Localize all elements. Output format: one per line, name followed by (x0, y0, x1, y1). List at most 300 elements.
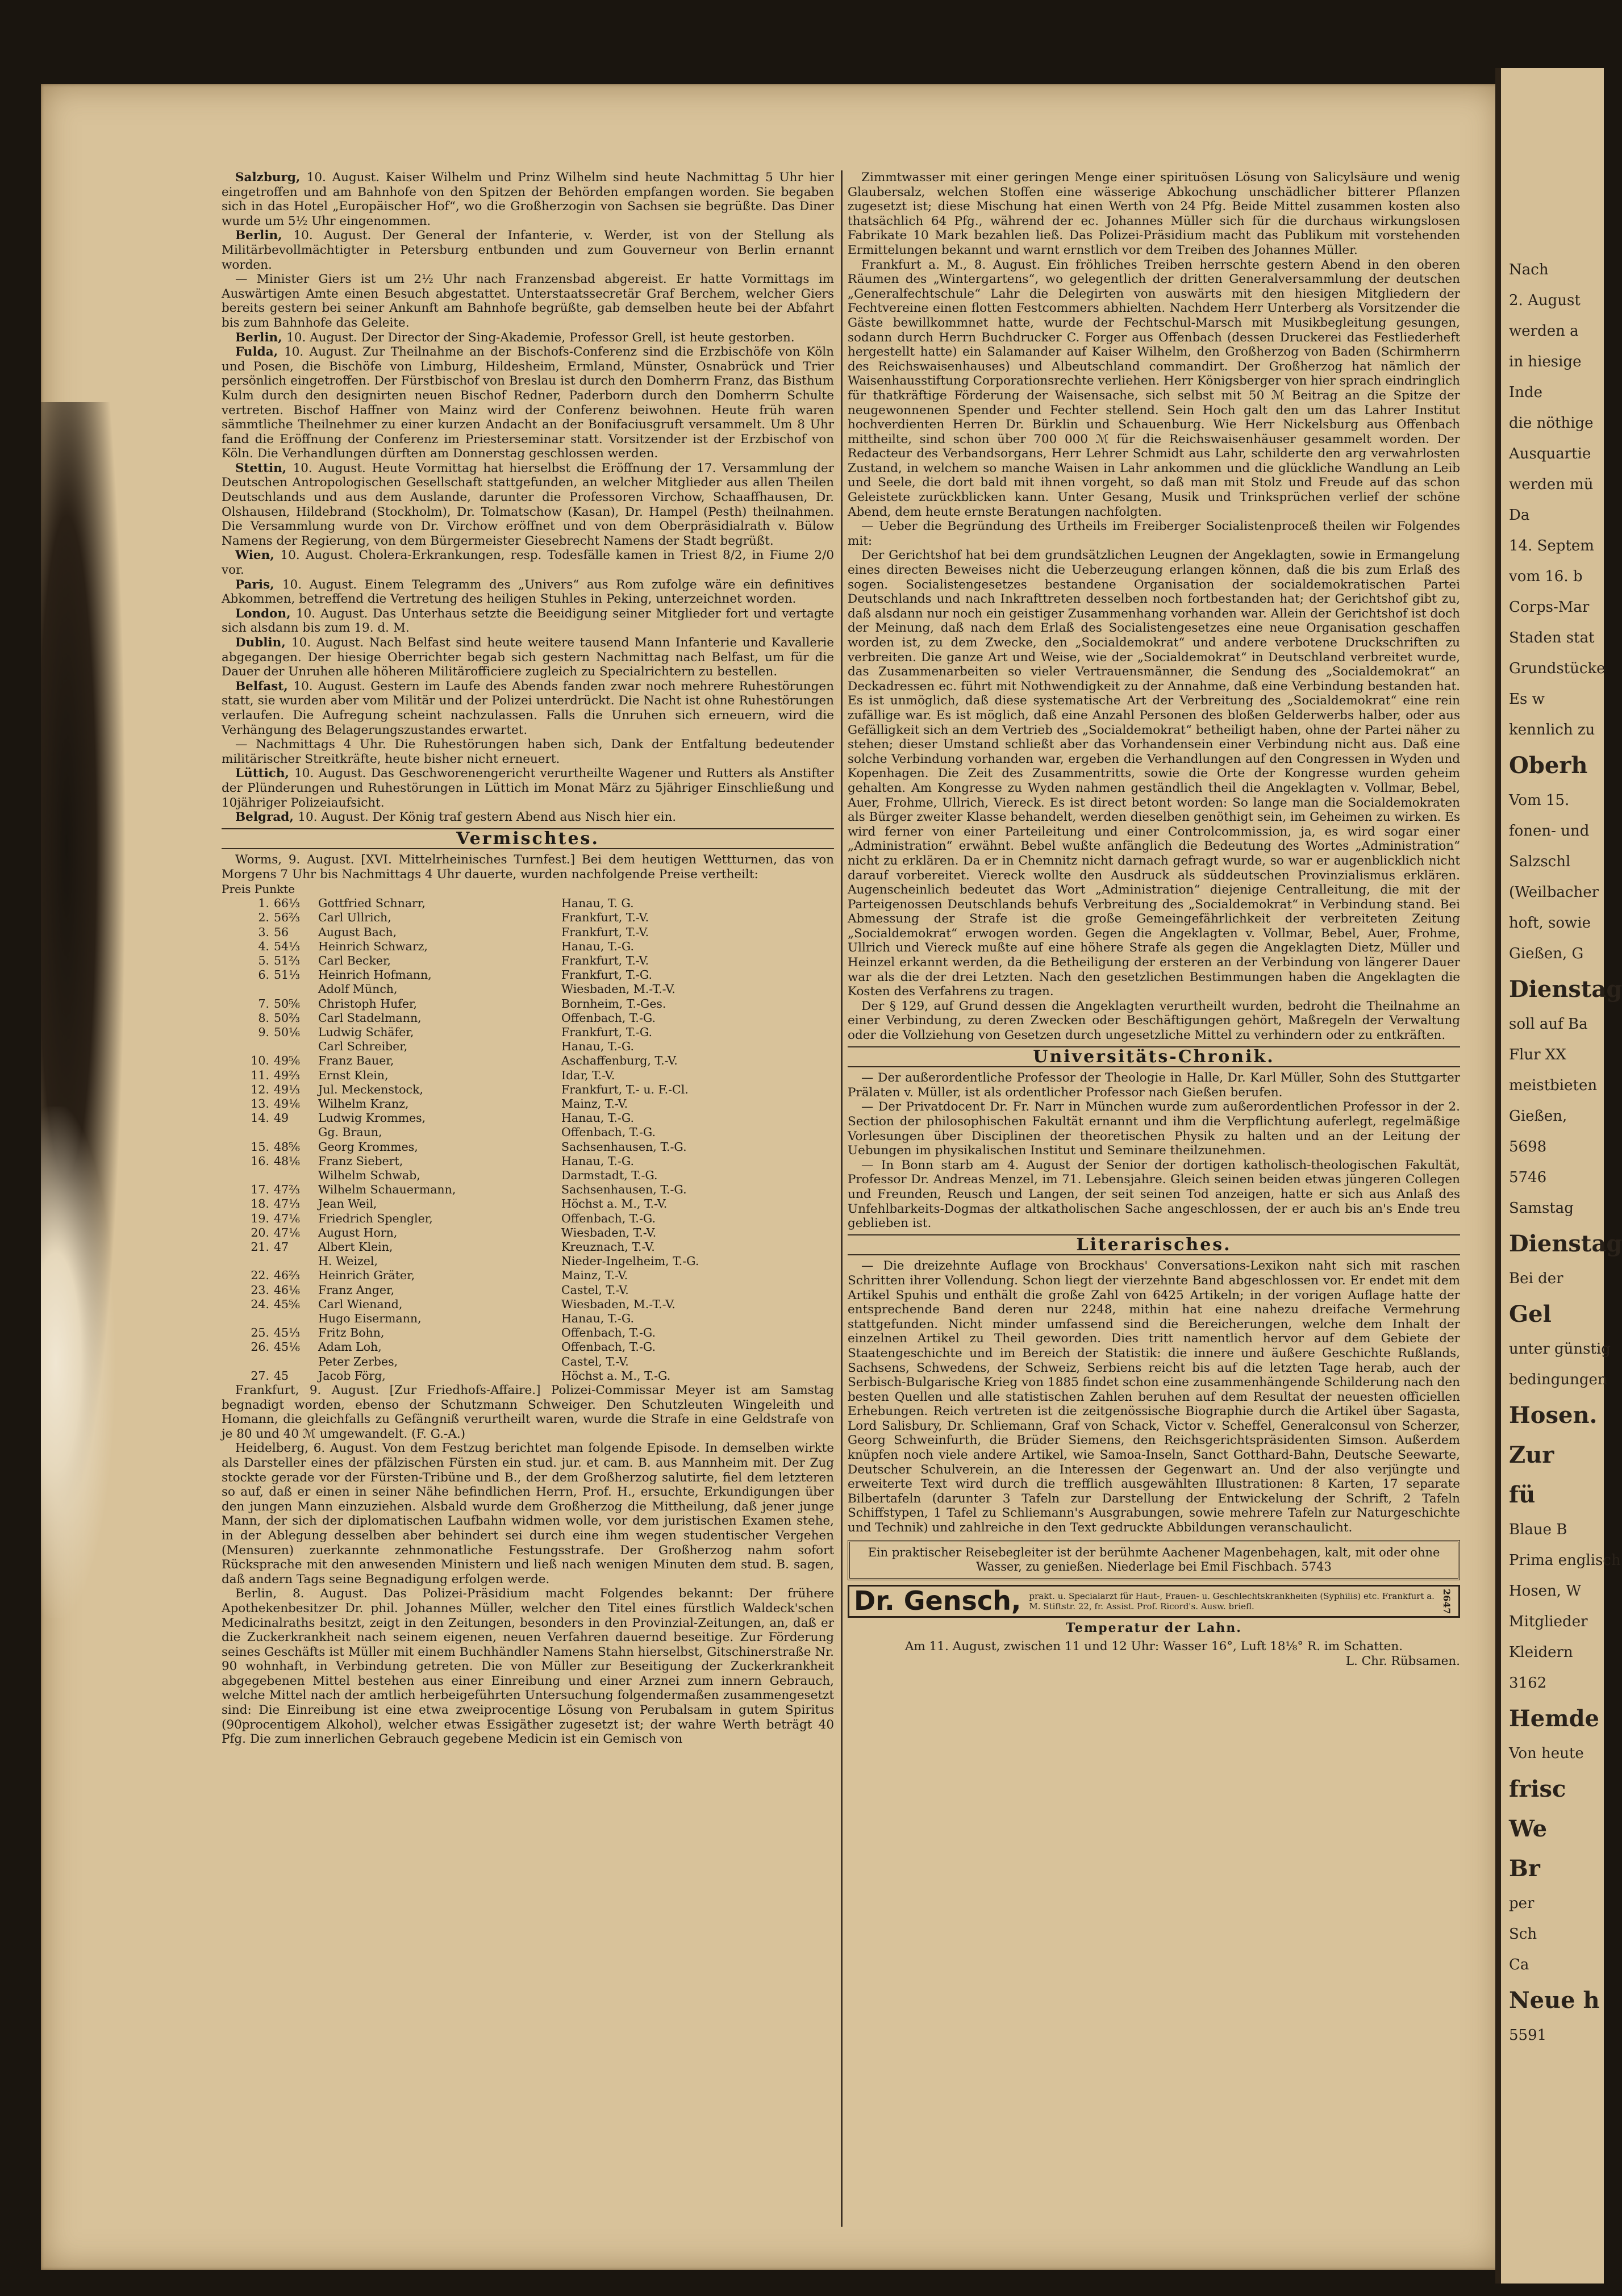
adjacent-page-fragment: Ca (1509, 1956, 1529, 1973)
prize-name: Carl Stadelmann, (318, 1011, 422, 1025)
prize-name: Adam Loh, (318, 1340, 382, 1354)
article-paragraph: Frankfurt, 9. August. [Zur Friedhofs-Affaire.] Polizei-Commissar Meyer ist am Samstag begnadigt worden, ebenso der Schutzmann Schweiger. Den Schutzleuten Wingeleith und Homann, die gleichfalls zu Gefängniß verurtheilt waren, wurde die Strafe in eine Geldstrafe von je 80 und 40 ℳ umgewandelt. (F. G.-A.) (222, 1383, 834, 1441)
torn-paper-damage-light (41, 1107, 115, 1618)
adjacent-page-fragment: Kleidern (1509, 1644, 1573, 1661)
prize-row (222, 1068, 834, 1083)
prize-name: Carl Ullrich, (318, 911, 391, 925)
prize-rank: 17. (251, 1183, 269, 1197)
prize-name: Wilhelm Kranz, (318, 1096, 409, 1111)
prize-points: 45⅙ (274, 1340, 300, 1354)
adjacent-page-fragment: Dienstag (1509, 1230, 1622, 1257)
prize-name: Adolf Münch, (318, 982, 398, 996)
prize-points: 45⅚ (274, 1297, 300, 1311)
news-text: 10. August. Der König traf gestern Abend aus Nisch hier ein. (298, 810, 677, 825)
news-item (222, 810, 834, 825)
news-text: 10. August. Heute Vormittag hat hierselbst die Eröffnung der 17. Versammlung der Deutschen Antropologischen Gesellschaft stattgefunden, an welcher Mitglieder aus allen Theilen Deutschlands und aus dem Auslande, darunter die Professoren Virchow, Schaaffhausen, Dr. Olshausen, Hildebrand (Stockholm), Dr. Tolmatschow (Kasan), Dr. Hampel (Pesth) theilnahmen. Die Versammlung wurde von Dr. Virchow eröffnet und von dem Oberpräsidialrath v. Bülow Namens der Regierung, von dem Bürgermeister Giesebrecht Namens der Stadt begrüßt. (222, 461, 834, 548)
adjacent-page-fragment: Samstag (1509, 1200, 1574, 1217)
news-text: 10. August. Nach Belfast sind heute weitere tausend Mann Infanterie und Kavallerie abgegangen. Der hiesige Oberrichter begab sich gestern Nachmittag nach Belfast, um für die Dauer der Unruhen alle höheren Militärofficiere zugleich zu Specialrichtern zu bestellen. (222, 636, 834, 679)
article-paragraph: — Ueber die Begründung des Urtheils im Freiberger Socialistenproceß theilen wir Folgendes mit: (848, 519, 1460, 548)
prize-points (272, 1040, 316, 1054)
prize-row (222, 1340, 834, 1354)
adjacent-page-fragment: Dienstag (1509, 976, 1622, 1003)
university-item: — Der Privatdocent Dr. Fr. Narr in München wurde zum außerordentlichen Professor in der 2. Section der philosophischen Fakultät ernannt und ihm die Verpflichtung auferlegt, regelmäßige Vorlesungen über Disciplinen der theoretischen Physik zu halten und an der Leitung der Uebungen im physikalischen Institut und Seminare theilzunehmen. (848, 1100, 1460, 1158)
adjacent-page-fragment: Corps-Mar (1509, 599, 1590, 616)
prize-club: Frankfurt, T.-G. (561, 1025, 652, 1039)
prize-points: 50⅔ (274, 1011, 300, 1025)
adjacent-page-fragment: 5591 (1509, 2027, 1547, 2044)
prize-name: Heinrich Gräter, (318, 1268, 415, 1283)
gensch-ad (848, 1585, 1460, 1618)
prize-rank (222, 982, 272, 996)
prize-name: Franz Siebert, (318, 1154, 403, 1168)
prize-points: 47⅙ (274, 1211, 300, 1225)
prize-rank: 15. (251, 1139, 269, 1154)
prize-points: 54⅓ (274, 939, 300, 953)
adjacent-page-fragment: per (1509, 1895, 1535, 1912)
prize-club: Offenbach, T.-G. (561, 1326, 656, 1340)
adjacent-page-fragment: Salzschl (1509, 853, 1571, 870)
prize-name: Fritz Bohn, (318, 1326, 385, 1340)
adjacent-page-fragment: werden mü (1509, 476, 1594, 493)
news-item (222, 636, 834, 679)
temperature-text: Am 11. August, zwischen 11 und 12 Uhr: Wasser 16°, Luft 18⅛° R. im Schatten. (904, 1639, 1403, 1654)
prize-rank: 22. (251, 1268, 269, 1283)
prize-row (222, 1312, 834, 1326)
adjacent-page-fragment: Von heute (1509, 1745, 1584, 1762)
adjacent-page-fragment: Gel (1509, 1301, 1552, 1327)
prize-rank: 11. (251, 1068, 269, 1082)
prize-table (222, 896, 834, 1383)
prize-name: Carl Wienand, (318, 1297, 403, 1311)
prize-points: 51⅔ (274, 953, 300, 967)
article-paragraph: Der § 129, auf Grund dessen die Angeklagten verurtheilt wurden, bedroht die Theilnahme an einer Verbindung, zu deren Zwecken oder Beschäftigungen gehört, Maßregeln der Verwaltung oder die Vollziehung von Gesetzen durch ungesetzliche Mittel zu verhindern oder zu entkräften. (848, 999, 1460, 1043)
article-paragraph: Der Gerichtshof hat bei dem grundsätzlichen Leugnen der Angeklagten, sowie in Ermangelung eines directen Beweises nicht die Ueberzeugung erlangen können, daß die bis zum Erlaß des sogen. Socialistengesetzes bestandene Organisation der socialdemokratischen Partei Deutschlands und nach Inkrafttreten desselben noch fortbestanden hat; der Gerichtshof gibt zu, daß alsdann nur noch ein geistiger Zusammenhang vorhanden war. Allein der Gerichtshof ist doch der Meinung, daß nach dem Erlaß des Socialistengesetzes eine neue Organisation geschaffen worden ist, zu dem Zwecke, den „Socialdemokrat“ und andere verbotene Druckschriften zu verbreiten. Die ganze Art und Weise, wie der „Socialdemokrat“ in Deutschland verbreitet wurde, das Zusammenarbeiten so vieler Vertrauensmänner, die Sendung des „Socialdemokrat“ an Deckadressen ec. führt mit Nothwendigkeit zu der Annahme, daß eine Verbindung bestanden hat. Es ist unmöglich, daß diese systematische Art der Verbreitung des „Socialdemokrat“ eine rein zufällige war. Es ist möglich, daß eine Anzahl Personen des bloßen Gelderwerbs halber, oder aus Gefälligkeit sich an dem Vertrieb des „Socialdemokrat“ betheiligt haben, ohne der Partei näher zu stehen; dieser Umstand schließt aber das Vorhandensein einer Verbindung nicht aus. Daß eine solche Verbindung vorhanden war, ergeben die Verhandlungen auf den Congressen in Wyden und Kopenhagen. Die Zeit des Zusammentritts, sowie die Orte der Kongresse wurden geheim gehalten. Am Kongresse zu Wyden nahmen geständlich theil die Angeklagten v. Vollmar, Bebel, Auer, Frohme, Ullrich, Viereck. Es ist direct betont worden: So lange man die Socialdemokraten als Bürger zweiter Klasse behandelt, werden dieselben genöthigt sein, im Geheimen zu wirken. Es wird ferner von einer Parteileitung und einer Controlcommission, ja, es wird sogar einer „Administration“ erwähnt. Bebel wußte anfänglich die Bedeutung des Wortes „Administration“ nicht zu erklären. Da er in Chemnitz nicht darnach gefragt wurde, so war er augenblicklich nicht darauf vorbereitet. Viereck wollte den Ausdruck als süddeutschen Provinzialismus erklären. Augenscheinlich bedeutet das Wort „Administration“ diejenige Centralleitung, die mit der Parteigenossen Deutschlands behufs Verbreitung des „Socialdemokrat“ in Verbindung stand. Bei Abmessung der Strafe ist die große Gemeingefährlichkeit der verbreiteten Zeitung „Socialdemokrat“ erwogen worden. Gegen die Angeklagten v. Vollmar, Bebel, Auer, Frohme, Ullrich und Viereck mußte auf eine höhere Strafe als gegen die Angeklagten Dietz, Müller und Heinzel erkannt werden, da die Betheiligung der ersteren an der Verbindung von längerer Dauer war als die der drei Letzten. Nach den gesetzlichen Bestimmungen haben die Angeklagten die Kosten des Verfahrens zu tragen. (848, 548, 1461, 999)
prize-club: Castel, T.-V. (561, 1283, 629, 1297)
prize-row (222, 1125, 834, 1139)
prize-club: Mainz, T.-V. (561, 1268, 628, 1283)
prize-row (222, 1254, 834, 1268)
prize-name: Gottfried Schnarr, (318, 896, 426, 911)
prize-club: Castel, T.-V. (561, 1354, 629, 1368)
adjacent-page-fragment: unter günstig (1509, 1341, 1611, 1358)
adjacent-page-fragment: die nöthige (1509, 415, 1594, 432)
prize-points: 48⅙ (274, 1154, 300, 1168)
news-item (222, 228, 834, 272)
prize-rank: 24. (251, 1297, 269, 1311)
university-item: — Der außerordentliche Professor der Theologie in Halle, Dr. Karl Müller, Sohn des Stuttgarter Prälaten v. Müller, ist als ordentlicher Professor nach Gießen berufen. (848, 1071, 1460, 1100)
news-item (222, 737, 834, 766)
prize-points: 49⅔ (274, 1068, 300, 1082)
prize-name: Jul. Meckenstock, (318, 1082, 423, 1096)
adjacent-page-fragment: Hosen. (1509, 1402, 1598, 1429)
prize-name: Franz Anger, (318, 1283, 395, 1297)
prize-name: Wilhelm Schauermann, (318, 1183, 456, 1197)
adjacent-page-fragment: Oberh (1509, 752, 1588, 779)
prize-name: Friedrich Spengler, (318, 1211, 433, 1225)
news-text: 10. August. Zur Theilnahme an der Bischofs-Conferenz sind die Erzbischöfe von Köln und Posen, die Bischöfe von Limburg, Hildesheim, Ermland, Münster, Osnabrück und Trier persönlich eingetroffen. Der Fürstbischof von Breslau ist durch den Domherrn Franz, das Bisthum Kulm durch den designirten neuen Bischof Redner, Paderborn durch den Domherrn Schulte vertreten. Bischof Haffner von Mainz wird der Conferenz beiwohnen. Heute früh waren sämmtliche Theilnehmer zu einer kurzen Andacht an der Bonifaciusgruft versammelt. Um 8 Uhr fand die Eröffnung der Conferenz im Priesterseminar statt. Vorsitzender ist der Erzbischof von Köln. Die Verhandlungen dürften am Donnerstag geschlossen werden. (222, 345, 834, 461)
prize-row (222, 997, 834, 1011)
prize-club: Offenbach, T.-G. (561, 1011, 656, 1025)
news-item (222, 607, 834, 636)
prize-club: Wiesbaden, T.-V. (561, 1225, 657, 1239)
gensch-name: Dr. Gensch, (854, 1585, 1021, 1617)
adjacent-page-fragment: 5698 (1509, 1138, 1547, 1155)
prize-rank: 14. (251, 1111, 269, 1125)
news-item (222, 170, 834, 228)
prize-club: Frankfurt, T.-G. (561, 968, 652, 982)
continuation-articles (848, 170, 1460, 1043)
news-text: — Minister Giers ist um 2½ Uhr nach Franzensbad abgereist. Er hatte Vormittags im Auswärtigen Amte einen Besuch abgestattet. Unterstaatssecretär Graf Berchem, welcher Giers bereits gestern bei seiner Ankunft am Bahnhofe begrüßte, gab demselben heute bei der Abfahrt bis zum Bahnhofe das Geleite. (222, 272, 834, 330)
adjacent-page-fragment: Prima englisch (1509, 1552, 1621, 1569)
adjacent-page-fragment: hoft, sowie (1509, 915, 1591, 932)
prize-rank (222, 1312, 272, 1326)
adjacent-page-fragment: Sch (1509, 1926, 1537, 1943)
news-text: — Nachmittags 4 Uhr. Die Ruhestörungen haben sich, Dank der Entfaltung bedeutender militärischer Streitkräfte, heute bisher nicht erneuert. (222, 737, 834, 766)
prize-row (222, 1369, 834, 1383)
prize-rank: 8. (258, 1011, 269, 1025)
prize-name: August Bach, (318, 925, 397, 939)
adjacent-page-fragment: Da (1509, 507, 1530, 524)
news-item (222, 461, 834, 549)
adjacent-page-fragment: Zur (1509, 1442, 1554, 1468)
news-item (222, 548, 834, 577)
adjacent-page-fragment: meistbieten (1509, 1077, 1598, 1094)
news-text: 10. August. Das Geschworenengericht verurtheilte Wagener und Rutters als Anstifter der Plünderungen und Ruhestörungen in Lüttich im Monat März zu 5jähriger Einschließung und 10jähriger Polizeiaufsicht. (222, 766, 834, 810)
adjacent-page-fragment: Flur XX (1509, 1046, 1566, 1063)
prize-name: Georg Krommes, (318, 1139, 418, 1154)
prize-points (272, 1125, 316, 1139)
prize-points: 49 (274, 1111, 289, 1125)
prize-name: Ludwig Krommes, (318, 1111, 426, 1125)
news-text: 10. August. Gestern im Laufe des Abends fanden zwar noch mehrere Ruhestörungen statt, sie wurden aber vom Militär und der Polizei unterdrückt. Die Nacht ist ohne Ruhestörungen verlaufen. Die Aufregung scheint nachzulassen. Falls die Unruhen sich erneuern, wird die Verhängung des Belagerungszustandes erwartet. (222, 679, 834, 737)
prize-points: 47⅔ (274, 1183, 300, 1197)
prize-row (222, 1297, 834, 1312)
prize-rank: 9. (258, 1025, 269, 1039)
prize-rank: 27. (251, 1368, 269, 1383)
prize-name: Carl Becker, (318, 953, 391, 967)
after-table-articles (222, 1383, 834, 1747)
prize-points: 46⅙ (274, 1283, 300, 1297)
news-place: Stettin, (235, 461, 293, 475)
adjacent-page-fragment: 5746 (1509, 1169, 1547, 1186)
prize-club: Mainz, T.-V. (561, 1096, 628, 1111)
prize-points: 56 (274, 925, 289, 939)
article-paragraph: Heidelberg, 6. August. Von dem Festzug berichtet man folgende Episode. In demselben wirkte als Darsteller eines der pfälzischen Fürsten ein stud. jur. et cam. B. aus Mannheim mit. Der Zug stockte gerade vor der Fürsten-Tribüne und B., der dem Großherzog salutirte, fiel dem letzteren so auf, daß er einen in seiner Nähe befindlichen Herrn, Prof. H., ersuchte, Erkundigungen über den jungen Mann einzuziehen. Alsbald wurde dem Großherzog die Mittheilung, daß jener junge Mann, der sich der diplomatischen Laufbahn widmen wolle, vor dem juristischen Examen stehe, in der Ablegung desselben aber behindert sei durch eine ihm wegen studentischer Vergehen (Mensuren) zuerkannte zehnmonatliche Festungsstrafe. Der Großherzog nahm sofort Rücksprache mit den anwesenden Ministern und ließ nach wenigen Minuten dem stud. B. sagen, daß andern Tags seine Begnadigung erfolgen werde. (222, 1441, 834, 1587)
prize-club: Hanau, T.-G. (561, 1154, 635, 1168)
news-item (222, 345, 834, 461)
news-text: 10. August. Einem Telegramm des „Univers“ aus Rom zufolge wäre ein definitives Abkommen, betreffend die Vertretung des heiligen Stuhles in Peking, unterzeichnet worden. (222, 577, 834, 607)
news-place: Dublin, (235, 636, 291, 650)
news-item (222, 578, 834, 607)
column-rule (841, 170, 843, 2227)
adjacent-page-fragment: Bei der (1509, 1270, 1563, 1287)
prize-rank: 23. (251, 1283, 269, 1297)
prize-rank: 16. (251, 1154, 269, 1168)
prize-club: Frankfurt, T.-V. (561, 925, 649, 939)
prize-name: Franz Bauer, (318, 1054, 394, 1068)
news-place: Berlin, (235, 330, 287, 345)
adjacent-page-fragment: vom 16. b (1509, 568, 1583, 585)
prize-row (222, 1240, 834, 1254)
news-item (222, 766, 834, 810)
prize-row (222, 896, 834, 911)
adjacent-page-fragment: fonen- und (1509, 823, 1590, 840)
prize-club: Wiesbaden, M.-T.-V. (561, 1297, 676, 1311)
news-place: Fulda, (235, 345, 285, 360)
adjacent-page-fragment: soll auf Ba (1509, 1016, 1588, 1033)
prize-club: Aschaffenburg, T.-V. (561, 1054, 678, 1068)
news-place: Wien, (235, 548, 281, 563)
prize-rank: 7. (258, 996, 269, 1011)
prize-club: Bornheim, T.-Ges. (561, 996, 666, 1011)
prize-name: Heinrich Hofmann, (318, 968, 432, 982)
prize-rank: 12. (251, 1082, 269, 1096)
adjacent-page-fragment: 3162 (1509, 1675, 1547, 1692)
prize-rank: 26. (251, 1340, 269, 1354)
prize-points: 47⅓ (274, 1197, 300, 1211)
prize-club: Wiesbaden, M.-T.-V. (561, 982, 676, 996)
prize-points: 50⅙ (274, 1025, 300, 1039)
prize-name: Peter Zerbes, (318, 1354, 398, 1368)
prize-points (272, 1254, 316, 1268)
table-header: Preis Punkte (222, 882, 295, 896)
prize-name: Ludwig Schäfer, (318, 1025, 414, 1039)
prize-row (222, 1011, 834, 1025)
literarisches-heading: Literarisches. (848, 1234, 1460, 1256)
prize-points: 50⅚ (274, 996, 300, 1011)
prize-row (222, 925, 834, 940)
prize-points: 47⅙ (274, 1225, 300, 1239)
adjacent-page-fragment: fü (1509, 1481, 1536, 1508)
prize-rank: 25. (251, 1326, 269, 1340)
prize-rank: 19. (251, 1211, 269, 1225)
temperature-signature: L. Chr. Rübsamen. (1345, 1654, 1460, 1668)
prize-rank: 1. (258, 896, 269, 911)
prize-rank: 3. (258, 925, 269, 939)
prize-name: Wilhelm Schwab, (318, 1168, 420, 1182)
adjacent-page-fragment: Inde (1509, 384, 1543, 401)
news-text: 10. August. Cholera-Erkrankungen, resp. Todesfälle kamen in Triest 8/2, in Fiume 2/0 vor. (222, 548, 834, 578)
prize-name: Jean Weil, (318, 1197, 377, 1211)
literarisches-article: — Die dreizehnte Auflage von Brockhaus' Conversations-Lexikon naht sich mit raschen Schritten ihrer Vollendung. Schon liegt der vierzehnte Band abgeschlossen vor. Er endet mit dem Artikel Spuhis und enthält die große Zahl von 6425 Artikeln; in der vorigen Auflage hatte der entsprechende Band deren nur 2248, mithin hat eine nahezu dreifache Vermehrung stattgefunden. Nicht minder umfassend sind die Bereicherungen, welche dem Inhalt der einzelnen Artikel zu Theil geworden. Dies tritt namentlich hervor auf dem Gebiete der Staatengeschichte und im Bereich der Statistik: die innere und äußere Geschichte Rußlands, Sachsens, Schwedens, der Schweiz, Serbiens reicht bis auf die letzten Tage herab, auch der Serbisch-Bulgarische Krieg von 1885 findet schon eine zusammenhängende Schilderung nach den besten Quellen und alle statistischen Zahlen beruhen auf dem Resultat der neuesten officiellen Erhebungen. Reich vertreten ist die zeitgenössische Biographie durch die Artikel über Sagasta, Lord Salisbury, Dr. Schliemann, Graf von Schack, Victor v. Scheffel, Generalconsul von Scherzer, Georg Schweinfurth, die Brüder Siemens, den Reichsgerichtspräsidenten Simson. Außerdem knüpfen noch viele andere Artikel, wie Samoa-Inseln, Sanct Gotthard-Bahn, Deutsche Seewarte, Deutscher Schulverein, an die Interessen der Gegenwart an. Und der also verjüngte und erweiterte Text wird durch die trefflich ausgewählten Illustrationen: 8 Karten, 17 separate Bilbertafeln (darunter 3 Tafeln zur Darstellung der Entwickelung der Schrift, 2 Tafeln Schiffstypen, 1 Tafel zu Schliemann's Ausgrabungen, sowie mehrere Tafeln zur Naturgeschichte und Technik) und zahlreiche in den Text gedruckte Abbildungen veranschaulicht. (848, 1259, 1460, 1535)
prize-row (222, 1083, 834, 1097)
prize-club: Nieder-Ingelheim, T.-G. (561, 1254, 699, 1268)
adjacent-page-fragment: Hosen, W (1509, 1583, 1582, 1600)
worms-intro: Worms, 9. August. [XVI. Mittelrheinisches Turnfest.] Bei dem heutigen Wettturnen, das von Morgens 7 Uhr bis Nachmittags 4 Uhr dauerte, wurden nachfolgende Preise vertheilt: (222, 853, 834, 882)
adjacent-page-fragment: Ausquartie (1509, 445, 1591, 462)
prize-club: Offenbach, T.-G. (561, 1211, 656, 1225)
prize-points: 49⅓ (274, 1082, 300, 1096)
prize-row (222, 1212, 834, 1226)
prize-points: 48⅚ (274, 1139, 300, 1154)
adjacent-page-fragment: Neue h (1509, 1987, 1600, 2014)
news-list (222, 170, 834, 825)
prize-row (222, 1025, 834, 1040)
prize-row (222, 1183, 834, 1197)
prize-row (222, 1054, 834, 1068)
prize-club: Hanau, T.-G. (561, 939, 635, 953)
prize-row (222, 1040, 834, 1054)
adjacent-page-fragment: Br (1509, 1855, 1540, 1882)
prize-name: Ernst Klein, (318, 1068, 389, 1082)
adjacent-page-fragment: Gießen, G (1509, 945, 1584, 962)
prize-rank (222, 1168, 272, 1183)
prize-row (222, 1111, 834, 1125)
vermischtes-heading: Vermischtes. (222, 828, 834, 850)
prize-row (222, 1226, 834, 1240)
adjacent-page-fragment: (Weilbacher (1509, 884, 1599, 901)
news-place: Paris, (235, 577, 282, 592)
adjacent-page-fragment: Nach (1509, 261, 1549, 278)
prize-row (222, 1140, 834, 1154)
prize-points (272, 1312, 316, 1326)
universitaets-articles (848, 1071, 1460, 1231)
article-paragraph: Frankfurt a. M., 8. August. Ein fröhliches Treiben herrschte gestern Abend in den oberen Räumen des „Wintergartens“, wo gelegentlich der dritten Generalversammlung der deutschen „Generalfechtschule“ Lahr die Delegirten von auswärts mit den hiesigen Mitgliedern der Fechtvereine einen flotten Festcommers abhielten. Nachdem Herr Unterberg als Vorsitzender die Gäste bewillkommnet hatte, wurde der Fechtschul-Marsch mit Musikbegleitung gesungen, sodann durch Herrn Buchdrucker C. Forger aus Offenbach (dessen Druckerei das Festliederheft hergestellt hatte) ein Salamander auf Kaiser Wilhelm, den Großherzog von Baden (Schirmherrn des Reichswaisenhauses) und Albeutschland commandirt. Der Großherzog hat nämlich der Waisenhausstiftung Corporationsrechte verliehen. Herr Königsberger von hier sprach eindringlich für thatkräftige Förderung der Waisensache, sich selbst mit 50 ℳ Beitrag an die Spitze der neugewonnenen Spender und Fechter stellend. Sein Hoch galt den um das Lahrer Institut hochverdienten Herren Dr. Bürklin und Schauenburg. Wie Herr Nickelsburg aus Offenbach mittheilte, sind schon über 700 000 ℳ für die Reichswaisenhäuser gesammelt worden. Der Redacteur des Verbandsorgans, Herr Lehrer Schmidt aus Lahr, schilderte den arg verwahrlosten Zustand, in welchem so manche Waisen in Lahr ankommen und die glückliche Wandlung an Leib und Seele, die dort bald mit ihnen vorgeht, so daß man mit Stolz und Freude auf das schon Geleistete zurückblicken kann. Unter Gesang, Musik und Trinksprüchen verlief der schöne Abend, dem heute ernste Beratungen nachfolgten. (848, 257, 1460, 519)
prize-name: Carl Schreiber, (318, 1040, 408, 1054)
prize-rank: 20. (251, 1225, 269, 1239)
news-place: London, (235, 606, 296, 621)
gensch-number: 2647 (1441, 1588, 1452, 1614)
news-place: Berlin, (235, 228, 294, 243)
prize-rank: 5. (258, 953, 269, 967)
prize-rank (222, 1125, 272, 1139)
prize-rank (222, 1355, 272, 1369)
prize-rank (222, 1040, 272, 1054)
adjacent-page-fragment: Mitglieder (1509, 1613, 1588, 1630)
news-place: Lüttich, (235, 766, 295, 781)
prize-points: 51⅓ (274, 968, 300, 982)
prize-points: 49⅚ (274, 1054, 300, 1068)
adjacent-page-fragment: Vom 15. (1509, 792, 1570, 809)
prize-points: 56⅔ (274, 911, 300, 925)
prize-row (222, 1154, 834, 1168)
prize-club: Hanau, T.-G. (561, 1040, 635, 1054)
article-paragraph: Zimmtwasser mit einer geringen Menge einer spirituösen Lösung von Salicylsäure und wenig Glaubersalz, welchen Stoffen eine wässerige Abkochung unschädlicher bitterer Pflanzen zugesetzt ist; diese Mischung hat einen Werth von 24 Pfg. Beide Mittel zusammen kosten also thatsächlich 64 Pfg., während der ec. Johannes Müller sich für die durchaus wirkungslosen Fabrikate 10 Mark bezahlen ließ. Das Polizei-Präsidium macht das Publikum mit vorstehenden Ermittelungen bekannt und warnt ernstlich vor dem Treiben des Johannes Müller. (848, 170, 1460, 257)
prize-rank: 21. (251, 1239, 269, 1254)
prize-club: Hanau, T. G. (561, 896, 634, 911)
prize-points: 45⅓ (274, 1326, 300, 1340)
adjacent-page-fragment: bedingungen (1509, 1371, 1607, 1388)
adjacent-page-fragment: frisc (1509, 1776, 1566, 1802)
prize-club: Höchst a. M., T.-G. (561, 1368, 671, 1383)
prize-points: 47 (274, 1239, 289, 1254)
news-item (222, 331, 834, 345)
prize-name: Albert Klein, (318, 1239, 393, 1254)
news-text: 10. August. Der Director der Sing-Akademie, Professor Grell, ist heute gestorben. (286, 330, 795, 345)
prize-rank (222, 1254, 272, 1268)
prize-name: Jacob Förg, (318, 1368, 386, 1383)
prize-row (222, 968, 834, 982)
adjacent-page-fragment: werden a (1509, 323, 1579, 340)
prize-club: Frankfurt, T.- u. F.-Cl. (561, 1082, 689, 1096)
prize-club: Kreuznach, T.-V. (561, 1239, 655, 1254)
adjacent-page-fragment: Es w (1509, 691, 1545, 708)
adjacent-page-fragment: in hiesige (1509, 353, 1582, 370)
university-item: — In Bonn starb am 4. August der Senior der dortigen katholisch-theologischen Fakultät, Professor Dr. Andreas Menzel, im 71. Lebensjahre. Gleich seinen beiden etwas jüngeren Collegen und Freunden, Reusch und Langen, der seit seinen Tod anzeigen, hatte er sich aus Anlaß des Unfehlbarkeits-Dogmas der altkatholischen Sache angeschlossen, der er auch bis an's Ende treu geblieben ist. (848, 1158, 1460, 1231)
prize-row (222, 911, 834, 925)
prize-name: Gg. Braun, (318, 1125, 382, 1139)
news-item (222, 272, 834, 330)
prize-row (222, 1326, 834, 1340)
news-text: 10. August. Der General der Infanterie, v. Werder, ist von der Stellung als Militärbevollmächtigter in Petersburg entbunden und zum Gouverneur von Berlin ernannt worden. (222, 228, 835, 272)
prize-club: Hanau, T.-G. (561, 1311, 635, 1325)
prize-name: H. Weizel, (318, 1254, 378, 1268)
universitaets-heading: Universitäts-Chronik. (848, 1046, 1460, 1068)
prize-name: August Horn, (318, 1225, 398, 1239)
adjacent-page-fragment: We (1509, 1815, 1548, 1842)
prize-club: Höchst a. M., T.-V. (561, 1197, 668, 1211)
prize-points: 46⅔ (274, 1268, 300, 1283)
prize-name: Christoph Hufer, (318, 996, 418, 1011)
article-paragraph: Berlin, 8. August. Das Polizei-Präsidium macht Folgendes bekannt: Der frühere Apothekenbesitzer Dr. phil. Johannes Müller, welcher den Titel eines fürstlich Waldeck'schen Medicinalraths besitzt, zeigt in den Zeitungen, besonders in den Provinzial-Zeitungen, an, daß er die Zuckerkrankheit nach seinem eigenen, neuen Verfahren dauernd beseitige. Zur Förderung seines Geschäfts ist Müller mit einem Buchhändler Namens Stahn hierselbst, Gitschinerstraße Nr. 90 wohnhaft, in Verbindung getreten. Die von Müller zur Beseitigung der Zuckerkrankheit abgegebenen Mittel bestehen aus einer Einreibung und einer Arznei zum innern Gebrauch, welche Mittel nach der amtlich herbeigeführten Untersuchung folgendermaßen zusammengesetzt sind: Die Einreibung ist eine etwa zweiprocentige Lösung von Perubalsam in gutem Spiritus (90procentigem Alkohol), welcher etwas Essigäther zugesetzt ist; der wahre Werth beträgt 40 Pfg. Die zum innerlichen Gebrauch gegebene Medicin ist ein Gemisch von (222, 1587, 834, 1747)
prize-rank: 10. (251, 1054, 269, 1068)
adjacent-page-fragment: Grundstücke (1509, 660, 1606, 677)
prize-club: Frankfurt, T.-V. (561, 953, 649, 967)
news-place: Salzburg, (235, 170, 307, 185)
prize-row (222, 954, 834, 968)
prize-club: Darmstadt, T.-G. (561, 1168, 658, 1182)
adjacent-page-fragment: Hemde (1509, 1705, 1599, 1732)
prize-row (222, 1097, 834, 1111)
temperature-heading: Temperatur der Lahn. (1066, 1621, 1242, 1636)
news-text: 10. August. Das Unterhaus setzte die Beeidigung seiner Mitglieder fort und vertagte sich alsdann bis zum 19. d. M. (222, 606, 834, 636)
prize-rank: 4. (258, 939, 269, 953)
prize-club: Frankfurt, T.-V. (561, 911, 649, 925)
news-place: Belgrad, (235, 810, 298, 825)
prize-points: 45 (274, 1368, 289, 1383)
prize-row (222, 1268, 834, 1283)
adjacent-page-fragment: Gießen, (1509, 1108, 1567, 1125)
news-item (222, 679, 834, 737)
prize-rank: 6. (258, 968, 269, 982)
prize-points (272, 1355, 316, 1369)
adjacent-page-fragment: 14. Septem (1509, 537, 1594, 554)
prize-row (222, 982, 834, 996)
news-place: Belfast, (235, 679, 294, 694)
right-column (848, 170, 1460, 2181)
prize-row (222, 1355, 834, 1369)
gensch-text: prakt. u. Specialarzt für Haut-, Frauen- u. Geschlechtskrankheiten (Syphilis) etc. Frankfurt a. M. Stiftstr. 22, fr. Assist. Prof. Ricord's. Ausw. briefl. (1029, 1591, 1435, 1612)
prize-club: Idar, T.-V. (561, 1068, 615, 1082)
prize-club: Sachsenhausen, T.-G. (561, 1139, 687, 1154)
prize-club: Offenbach, T.-G. (561, 1125, 656, 1139)
prize-rank: 2. (258, 911, 269, 925)
prize-row (222, 940, 834, 954)
prize-rank: 18. (251, 1197, 269, 1211)
prize-points (272, 982, 316, 996)
prize-points (272, 1168, 316, 1183)
reisebegleiter-ad: Ein praktischer Reisebegleiter ist der berühmte Aachener Magenbehagen, kalt, mit oder ohne Wasser, zu genießen. Niederlage bei Emil Fischbach. 5743 (848, 1540, 1460, 1580)
adjacent-page-fragment: kennlich zu (1509, 721, 1595, 738)
prize-club: Hanau, T.-G. (561, 1111, 635, 1125)
prize-rank: 13. (251, 1096, 269, 1111)
news-text: 10. August. Kaiser Wilhelm und Prinz Wilhelm sind heute Nachmittag 5 Uhr hier eingetroffen und am Bahnhofe von den Spitzen der Behörden empfangen worden. Sie begaben sich in das Hotel „Europäischer Hof“, wo die Großherzogin von Sachsen sie begrüßte. Das Diner wurde um 5½ Uhr eingenommen. (222, 170, 834, 228)
prize-club: Offenbach, T.-G. (561, 1340, 656, 1354)
adjacent-page-fragment: 2. August (1509, 292, 1581, 309)
prize-row (222, 1283, 834, 1297)
prize-points: 66⅓ (274, 896, 300, 911)
prize-row (222, 1197, 834, 1211)
adjacent-page (1495, 68, 1622, 2284)
prize-name: Heinrich Schwarz, (318, 939, 428, 953)
prize-club: Sachsenhausen, T.-G. (561, 1183, 687, 1197)
adjacent-page-fragment: Blaue B (1509, 1521, 1567, 1538)
left-column (222, 170, 834, 2181)
prize-row (222, 1168, 834, 1183)
prize-points: 49⅙ (274, 1096, 300, 1111)
prize-name: Hugo Eisermann, (318, 1311, 422, 1325)
adjacent-page-fragment: Staden stat (1509, 629, 1595, 646)
